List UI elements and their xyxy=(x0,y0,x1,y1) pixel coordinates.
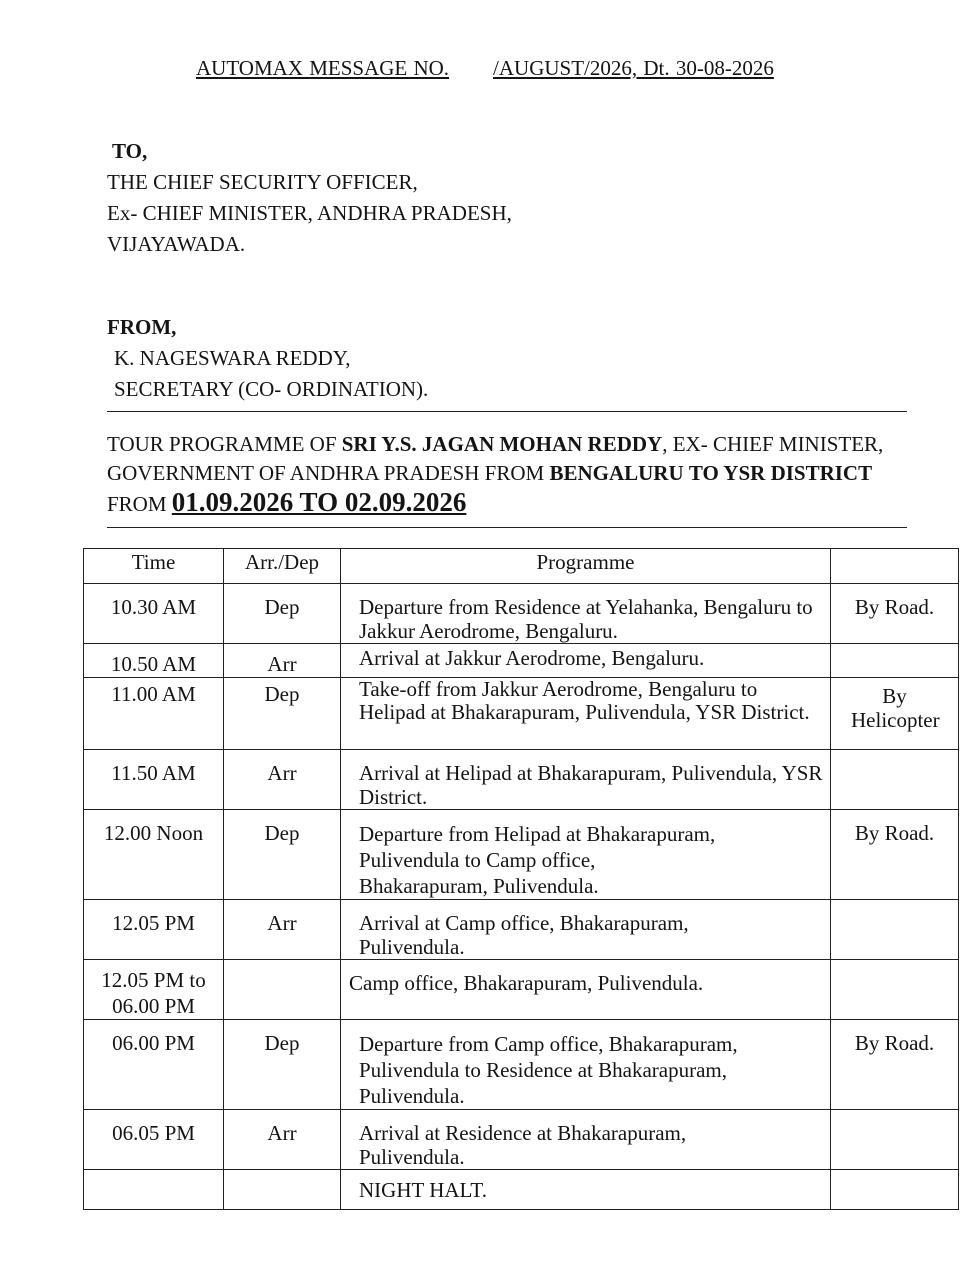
table-row xyxy=(84,810,959,900)
cell-programme xyxy=(341,584,831,644)
to-line: THE CHIEF SECURITY OFFICER, xyxy=(107,170,418,194)
mode-value: By Road. xyxy=(854,1031,935,1055)
cell-mode xyxy=(831,810,959,900)
programme-text: Take-off from Jakkur Aerodrome, Bengaluru to Helipad at Bhakarapuram, Pulivendula, YSR District. xyxy=(359,677,810,724)
cell-time xyxy=(84,900,224,960)
mode-value xyxy=(831,644,958,655)
from-line: SECRETARY (CO- ORDINATION). xyxy=(114,377,429,401)
cell-programme xyxy=(341,960,831,1020)
to-line: Ex- CHIEF MINISTER, ANDHRA PRADESH, xyxy=(107,201,512,225)
divider xyxy=(107,411,907,412)
arr-dep-value: Dep xyxy=(264,821,300,845)
cell-mode xyxy=(831,584,959,644)
cell-programme xyxy=(341,750,831,810)
header-label xyxy=(831,549,958,550)
to-block xyxy=(107,136,512,260)
tour-text: TOUR PROGRAMME OF xyxy=(107,432,342,456)
table-header-row xyxy=(84,549,959,584)
cell-mode xyxy=(831,960,959,1020)
tour-destination: TO YSR DISTRICT xyxy=(688,461,873,485)
cell-time xyxy=(84,1110,224,1170)
table-row xyxy=(84,644,959,678)
cell-programme xyxy=(341,1020,831,1110)
cell-programme xyxy=(341,900,831,960)
mode-value: By Helicopter xyxy=(851,684,940,732)
programme-text: Arrival at Residence at Bhakarapuram, Pulivendula. xyxy=(359,1121,687,1169)
mode-value xyxy=(831,1170,958,1181)
col-header-mode xyxy=(831,549,959,584)
time-value: 06.00 PM xyxy=(112,1031,195,1055)
tour-dates: 01.09.2026 TO 02.09.2026 xyxy=(171,487,467,517)
arr-dep-value: Dep xyxy=(264,682,300,706)
programme-text: Departure from Helipad at Bhakarapuram, Pulivendula to Camp office, Bhakarapuram, Pulivendula. xyxy=(359,822,716,898)
arr-dep-value: Arr xyxy=(267,911,297,935)
cell-arr-dep xyxy=(224,644,341,678)
message-number-prefix: AUTOMAX MESSAGE NO. xyxy=(196,56,450,80)
tour-title xyxy=(107,430,917,519)
arr-dep-value xyxy=(224,960,340,971)
cell-arr-dep xyxy=(224,750,341,810)
cell-mode xyxy=(831,1170,959,1210)
time-value: 06.05 PM xyxy=(112,1121,195,1145)
from-line: K. NAGESWARA REDDY, xyxy=(114,346,351,370)
cell-programme xyxy=(341,1110,831,1170)
table-row xyxy=(84,1020,959,1110)
cell-time xyxy=(84,1020,224,1110)
from-block xyxy=(107,312,428,405)
cell-time xyxy=(84,1170,224,1210)
cell-arr-dep xyxy=(224,1110,341,1170)
cell-time xyxy=(84,810,224,900)
table-row xyxy=(84,960,959,1020)
table-row xyxy=(84,1110,959,1170)
cell-mode xyxy=(831,750,959,810)
col-header-programme xyxy=(341,549,831,584)
arr-dep-value: Arr xyxy=(267,1121,297,1145)
programme-table xyxy=(83,548,959,1210)
cell-arr-dep xyxy=(224,1170,341,1210)
arr-dep-value: Arr xyxy=(267,652,297,676)
cell-mode xyxy=(831,644,959,678)
programme-text: Arrival at Helipad at Bhakarapuram, Pulivendula, YSR District. xyxy=(359,761,823,809)
to-label: TO, xyxy=(112,139,148,163)
mode-value xyxy=(831,960,958,971)
arr-dep-value: Dep xyxy=(264,595,300,619)
tour-origin: BENGALURU xyxy=(549,461,684,485)
mode-value: By Road. xyxy=(854,595,935,619)
time-value: 12.05 PM to 06.00 PM xyxy=(101,968,206,1018)
header-label: Arr./Dep xyxy=(244,550,320,574)
tour-text: , EX- CHIEF MINISTER, GOVERNMENT OF ANDHRA PRADESH FROM xyxy=(107,432,884,485)
programme-text: Camp office, Bhakarapuram, Pulivendula. xyxy=(349,971,704,995)
cell-mode xyxy=(831,1020,959,1110)
time-value: 12.05 PM xyxy=(112,911,195,935)
tour-text: FROM xyxy=(107,492,172,516)
time-value: 12.00 Noon xyxy=(103,821,204,845)
col-header-time xyxy=(84,549,224,584)
header-label: Programme xyxy=(536,550,635,574)
arr-dep-value xyxy=(224,1170,340,1181)
table-row xyxy=(84,678,959,750)
cell-programme xyxy=(341,678,831,750)
table-row xyxy=(84,750,959,810)
tour-person: SRI Y.S. JAGAN MOHAN REDDY xyxy=(341,432,663,456)
header-label: Time xyxy=(131,550,176,574)
table-row xyxy=(84,584,959,644)
arr-dep-value: Arr xyxy=(267,761,297,785)
message-date: /AUGUST/2026, Dt. 30-08-2026 xyxy=(493,56,774,80)
time-value: 10.50 AM xyxy=(110,652,197,676)
mode-value xyxy=(831,750,958,761)
from-label: FROM, xyxy=(107,315,177,339)
cell-arr-dep xyxy=(224,900,341,960)
programme-text: NIGHT HALT. xyxy=(359,1178,487,1202)
time-value xyxy=(84,1170,223,1181)
cell-arr-dep xyxy=(224,1020,341,1110)
cell-time xyxy=(84,584,224,644)
cell-mode xyxy=(831,900,959,960)
cell-programme xyxy=(341,644,831,678)
mode-value: By Road. xyxy=(854,821,935,845)
programme-text: Arrival at Jakkur Aerodrome, Bengaluru. xyxy=(359,646,705,670)
cell-time xyxy=(84,750,224,810)
divider xyxy=(107,527,907,528)
cell-mode xyxy=(831,678,959,750)
mode-value xyxy=(831,1110,958,1121)
cell-arr-dep xyxy=(224,678,341,750)
cell-programme xyxy=(341,1170,831,1210)
cell-arr-dep xyxy=(224,960,341,1020)
programme-text: Departure from Camp office, Bhakarapuram, Pulivendula to Residence at Bhakarapuram, Pulivendula. xyxy=(359,1032,738,1108)
time-value: 11.00 AM xyxy=(111,682,196,706)
message-header xyxy=(196,56,774,81)
arr-dep-value: Dep xyxy=(264,1031,300,1055)
cell-arr-dep xyxy=(224,584,341,644)
table-row xyxy=(84,900,959,960)
programme-text: Departure from Residence at Yelahanka, Bengaluru to Jakkur Aerodrome, Bengaluru. xyxy=(359,595,813,643)
cell-programme xyxy=(341,810,831,900)
time-value: 11.50 AM xyxy=(111,761,196,785)
cell-time xyxy=(84,678,224,750)
cell-arr-dep xyxy=(224,810,341,900)
to-line: VIJAYAWADA. xyxy=(107,232,246,256)
programme-text: Arrival at Camp office, Bhakarapuram, Pulivendula. xyxy=(359,911,689,959)
mode-value xyxy=(831,900,958,911)
time-value: 10.30 AM xyxy=(110,595,197,619)
cell-time xyxy=(84,644,224,678)
col-header-arr-dep xyxy=(224,549,341,584)
cell-mode xyxy=(831,1110,959,1170)
cell-time xyxy=(84,960,224,1020)
table-row xyxy=(84,1170,959,1210)
